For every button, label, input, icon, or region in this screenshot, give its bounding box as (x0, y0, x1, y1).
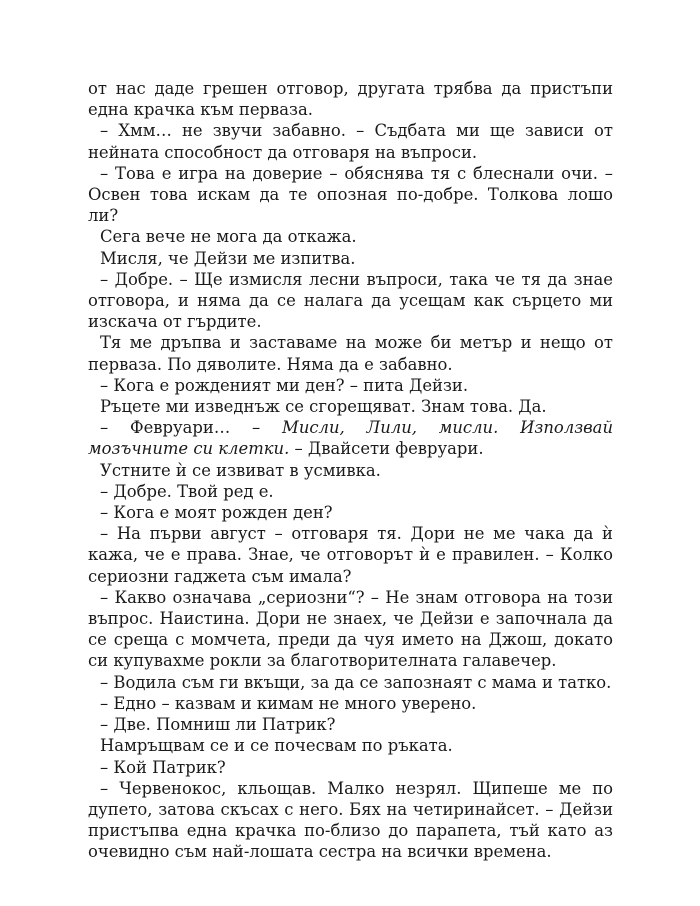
paragraph (88, 396, 613, 417)
paragraph (88, 481, 613, 502)
paragraph (88, 163, 613, 227)
text-segment: – Февруари… – (100, 418, 283, 438)
text-segment: – Какво означава „сериозни“? – Не знам отговора на този въпрос. Наистина. Дори не знаех, че Дейзи е започнала да се среща с момчета, преди да чуя името на Джош, докато си купувахме рокли за благотворителната галавечер. (88, 587, 613, 671)
paragraph (88, 226, 613, 247)
text-segment: – Кой Патрик? (100, 757, 226, 777)
text-segment: – Добре. Твой ред е. (100, 481, 274, 501)
text-segment: – Едно – казвам и кимам не много уверено. (100, 693, 477, 713)
text-segment: – Две. Помниш ли Патрик? (100, 715, 336, 735)
text-segment: Намръщвам се и се почесвам по ръката. (100, 736, 453, 756)
paragraph (88, 735, 613, 756)
text-segment: Устните ѝ се извиват в усмивка. (100, 460, 381, 480)
paragraph (88, 78, 613, 120)
text-segment: Мисля, че Дейзи ме изпитва. (100, 248, 356, 268)
paragraph (88, 375, 613, 396)
text-segment: – Червенокос, кльощав. Малко незрял. Щипеше ме по дупето, затова скъсах с него. Бях на четиринайсет. – Дейзи пристъпва една крачка по-близо до парапета, тъй като аз очевидно съм най-лошата сестра на всички времена. (88, 778, 613, 862)
paragraph (88, 672, 613, 693)
text-segment: – Двайсети февруари. (289, 439, 484, 459)
text-segment: – Хмм… не звучи забавно. – Съдбата ми ще зависи от нейната способност да отговаря на въпроси. (88, 121, 613, 162)
text-segment: Тя ме дръпва и заставаме на може би метър и нещо от перваза. По дяволите. Няма да е забавно. (88, 333, 613, 374)
text-segment: – Добре. – Ще измисля лесни въпроси, така че тя да знае отговора, и няма да се налага да усещам как сърцето ми изскача от гърдите. (88, 269, 613, 332)
text-segment: от нас даде грешен отговор, другата трябва да пристъпи една крачка към перваза. (88, 79, 613, 120)
text-segment: – На първи август – отговаря тя. Дори не ме чака да ѝ кажа, че е права. Знае, че отговорът ѝ е правилен. – Колко сериозни гаджета съм имала? (88, 524, 613, 586)
paragraph (88, 693, 613, 714)
paragraph (88, 714, 613, 735)
paragraph (88, 757, 613, 778)
paragraph (88, 248, 613, 269)
page-body-text (88, 78, 613, 863)
paragraph (88, 120, 613, 162)
paragraph (88, 523, 613, 587)
text-segment: Ръцете ми изведнъж се сгорещяват. Знам това. Да. (100, 397, 547, 417)
paragraph (88, 460, 613, 481)
text-segment: – Водила съм ги вкъщи, за да се запознаят с мама и татко. (100, 672, 612, 692)
paragraph (88, 502, 613, 523)
paragraph (88, 269, 613, 333)
text-segment: – Това е игра на доверие – обяснява тя с блеснали очи. – Освен това искам да те опозная по-добре. Толкова лошо ли? (88, 163, 613, 226)
paragraph (88, 417, 613, 459)
text-segment: – Кога е рожденият ми ден? – пита Дейзи. (100, 375, 469, 395)
text-segment: – Кога е моят рожден ден? (100, 503, 333, 523)
paragraph (88, 587, 613, 672)
text-segment: Сега вече не мога да откажа. (100, 227, 357, 247)
paragraph (88, 332, 613, 374)
italic-text-segment: Мисли, Лили, мисли. Използвай мозъчните си клетки. (88, 418, 613, 459)
paragraph (88, 778, 613, 863)
